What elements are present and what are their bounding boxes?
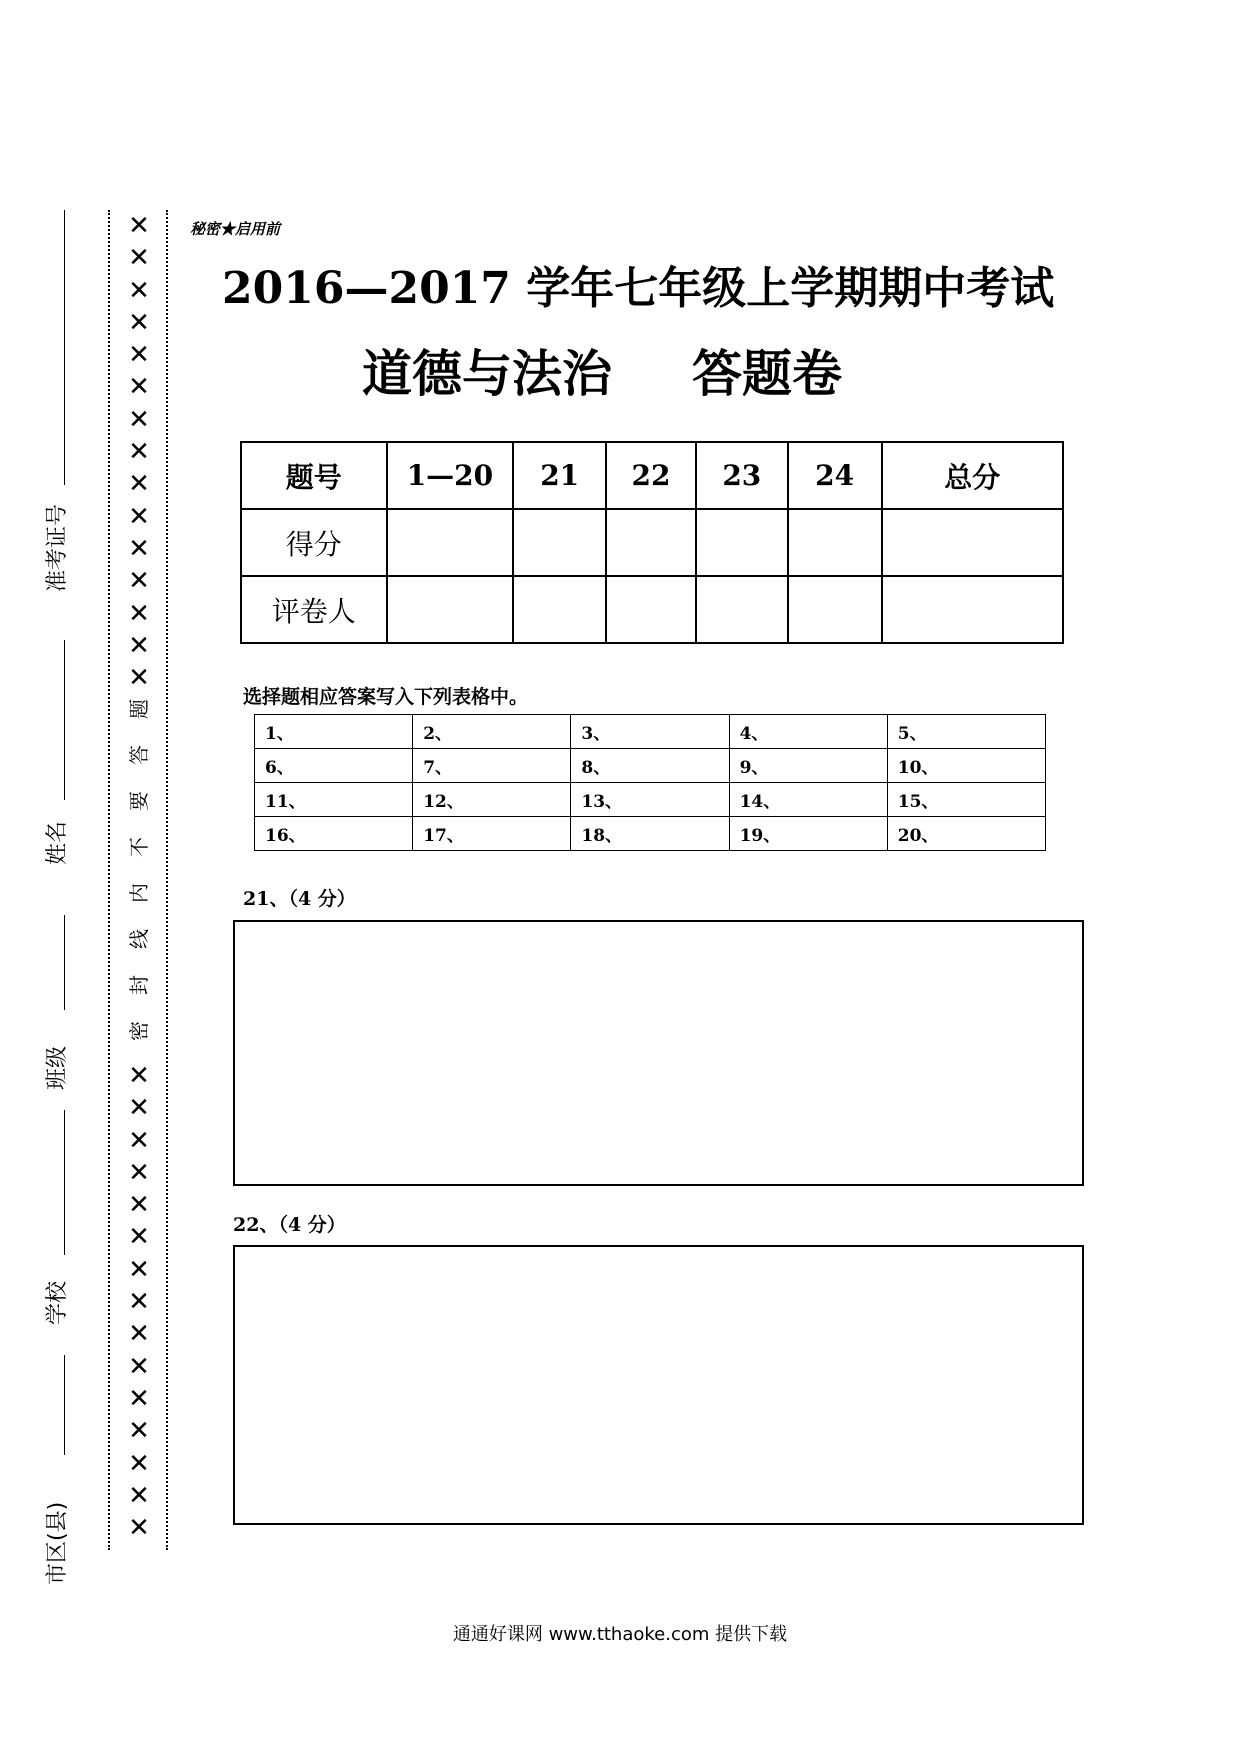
cross-mark: ✕ xyxy=(128,630,150,661)
mc-row xyxy=(255,817,1046,851)
score-header-cell: 1—20 xyxy=(387,442,514,509)
field-label: 准考证号 xyxy=(45,503,70,592)
grader-cell[interactable] xyxy=(696,576,788,643)
cross-mark: ✕ xyxy=(128,437,150,468)
score-row xyxy=(241,509,1063,576)
field-line xyxy=(64,210,65,485)
cross-mark: ✕ xyxy=(128,501,150,532)
cross-mark: ✕ xyxy=(128,1480,150,1511)
mc-cell[interactable]: 3、 xyxy=(571,715,729,749)
seal-char: 题 xyxy=(127,699,151,719)
seal-char: 答 xyxy=(127,745,151,765)
cross-mark: ✕ xyxy=(128,1222,150,1253)
score-row-label: 评卷人 xyxy=(241,576,387,643)
cross-mark: ✕ xyxy=(128,340,150,371)
cross-mark: ✕ xyxy=(128,211,150,241)
mc-instruction: 选择题相应答案写入下列表格中。 xyxy=(243,686,529,708)
mc-cell[interactable]: 6、 xyxy=(255,749,413,783)
mc-cell[interactable]: 1、 xyxy=(255,715,413,749)
cross-mark: ✕ xyxy=(128,1093,150,1124)
mc-cell[interactable]: 9、 xyxy=(729,749,887,783)
seal-char: 线 xyxy=(127,929,151,949)
question-21-label: 21、（4 分） xyxy=(243,888,356,910)
seal-char: 封 xyxy=(127,975,151,995)
cross-mark: ✕ xyxy=(128,1061,150,1091)
question-21-answer-box[interactable] xyxy=(233,920,1084,1186)
score-cell[interactable] xyxy=(788,509,882,576)
field-line xyxy=(64,1110,65,1255)
seal-char: 不 xyxy=(127,837,151,857)
cross-mark: ✕ xyxy=(128,469,150,500)
mc-cell[interactable]: 7、 xyxy=(413,749,571,783)
field-line xyxy=(64,915,65,1010)
confidential-mark: 秘密★启用前 xyxy=(190,220,281,238)
page-subtitle xyxy=(362,334,842,406)
cross-mark: ✕ xyxy=(128,372,150,403)
cross-mark: ✕ xyxy=(128,275,150,306)
subject-name: 道德与法治 xyxy=(362,344,612,403)
cross-mark: ✕ xyxy=(128,1351,150,1382)
field-label: 姓名 xyxy=(45,820,70,865)
cross-mark: ✕ xyxy=(128,1448,150,1479)
cross-column-bottom xyxy=(124,1060,154,1544)
score-row-label: 得分 xyxy=(241,509,387,576)
mc-row xyxy=(255,749,1046,783)
mc-cell[interactable]: 16、 xyxy=(255,817,413,851)
score-cell[interactable] xyxy=(606,509,696,576)
cross-column-top xyxy=(124,210,154,694)
cross-mark: ✕ xyxy=(128,1125,150,1156)
cross-mark: ✕ xyxy=(128,598,150,629)
score-cell[interactable] xyxy=(387,509,514,576)
mc-cell[interactable]: 20、 xyxy=(887,817,1045,851)
grader-cell[interactable] xyxy=(606,576,696,643)
cross-mark: ✕ xyxy=(128,1416,150,1447)
binding-dotted-line-left xyxy=(108,210,110,1550)
field-label: 学校 xyxy=(45,1280,70,1325)
binding-dotted-line-right xyxy=(166,210,168,1550)
grader-cell[interactable] xyxy=(788,576,882,643)
score-table-header-row xyxy=(241,442,1063,509)
field-line xyxy=(64,640,65,800)
grader-cell[interactable] xyxy=(387,576,514,643)
cross-mark: ✕ xyxy=(128,307,150,338)
cross-mark: ✕ xyxy=(128,663,150,694)
question-22-answer-box[interactable] xyxy=(233,1245,1084,1525)
cross-mark: ✕ xyxy=(128,243,150,274)
score-header-cell: 21 xyxy=(513,442,606,509)
seal-text-column xyxy=(124,686,154,1054)
footer-text: 通通好课网 www.tthaoke.com 提供下载 xyxy=(452,1624,788,1645)
field-line xyxy=(64,1355,65,1455)
cross-mark: ✕ xyxy=(128,1287,150,1318)
seal-char: 要 xyxy=(127,791,151,811)
cross-mark: ✕ xyxy=(128,533,150,564)
mc-cell[interactable]: 17、 xyxy=(413,817,571,851)
mc-cell[interactable]: 13、 xyxy=(571,783,729,817)
seal-char: 密 xyxy=(127,1021,151,1041)
page-title: 2016—2017 学年七年级上学期期中考试 xyxy=(222,263,1055,314)
mc-row xyxy=(255,783,1046,817)
sheet-name: 答题卷 xyxy=(692,344,842,403)
score-header-cell: 24 xyxy=(788,442,882,509)
cross-mark: ✕ xyxy=(128,1383,150,1414)
score-table xyxy=(240,441,1064,644)
cross-mark: ✕ xyxy=(128,1254,150,1285)
score-cell[interactable] xyxy=(882,509,1063,576)
field-label: 市区(县) xyxy=(45,1501,70,1585)
mc-cell[interactable]: 14、 xyxy=(729,783,887,817)
mc-cell[interactable]: 19、 xyxy=(729,817,887,851)
score-cell[interactable] xyxy=(696,509,788,576)
mc-cell[interactable]: 10、 xyxy=(887,749,1045,783)
seal-char: 内 xyxy=(127,883,151,903)
cross-mark: ✕ xyxy=(128,1190,150,1221)
binding-fields xyxy=(36,210,76,1585)
mc-cell[interactable]: 18、 xyxy=(571,817,729,851)
score-header-cell: 23 xyxy=(696,442,788,509)
field-label: 班级 xyxy=(45,1045,70,1090)
score-header-cell: 22 xyxy=(606,442,696,509)
cross-mark: ✕ xyxy=(128,404,150,435)
score-header-cell: 题号 xyxy=(241,442,387,509)
question-22-label: 22、（4 分） xyxy=(233,1214,346,1236)
mc-cell[interactable]: 2、 xyxy=(413,715,571,749)
grader-cell[interactable] xyxy=(882,576,1063,643)
mc-cell[interactable]: 4、 xyxy=(729,715,887,749)
cross-mark: ✕ xyxy=(128,1157,150,1188)
score-header-cell: 总分 xyxy=(882,442,1063,509)
cross-mark: ✕ xyxy=(128,1319,150,1350)
grader-cell[interactable] xyxy=(513,576,606,643)
mc-answer-table xyxy=(254,714,1046,851)
mc-cell[interactable]: 5、 xyxy=(887,715,1045,749)
grader-row xyxy=(241,576,1063,643)
mc-cell[interactable]: 8、 xyxy=(571,749,729,783)
mc-cell[interactable]: 11、 xyxy=(255,783,413,817)
cross-mark: ✕ xyxy=(128,1513,150,1544)
field-exam-id xyxy=(36,210,76,592)
cross-mark: ✕ xyxy=(128,566,150,597)
mc-cell[interactable]: 15、 xyxy=(887,783,1045,817)
mc-row xyxy=(255,715,1046,749)
mc-cell[interactable]: 12、 xyxy=(413,783,571,817)
score-cell[interactable] xyxy=(513,509,606,576)
